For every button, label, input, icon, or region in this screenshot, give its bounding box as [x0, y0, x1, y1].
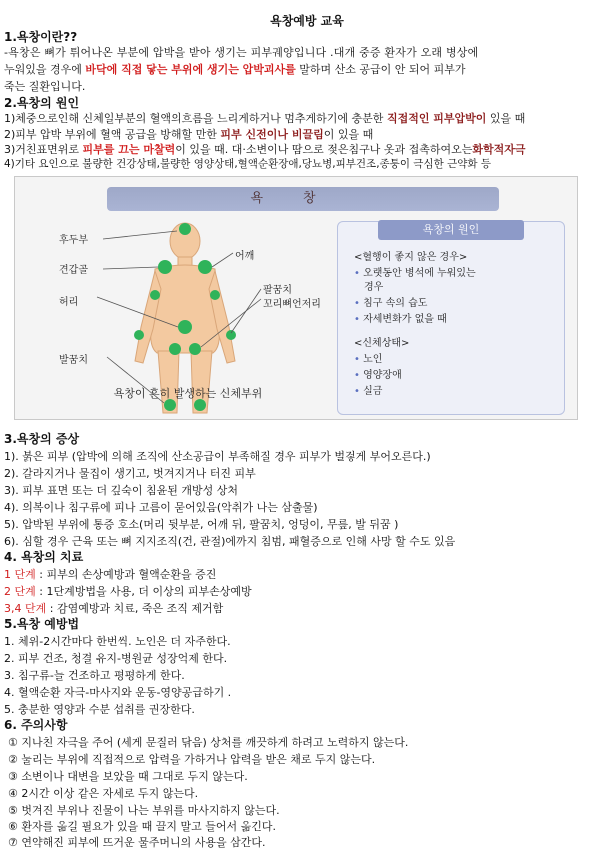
emphasis-text: 화학적자극 — [472, 143, 526, 156]
cause-item-4: 4)기타 요인으로 불량한 건강상태,불량한 영양상태,혈액순환장애,당뇨병,피부건조,종퉁이 극심한 근약화 등 — [4, 158, 491, 170]
marker-tailbone — [169, 343, 181, 355]
text-segment: 이 있을 때 — [323, 128, 374, 141]
causes-item — [354, 350, 382, 365]
label-elbow: 팔꿈치 — [263, 285, 292, 296]
caution-item: ③ 소변이나 대변을 보았을 때 그대로 두지 않는다. — [8, 770, 248, 783]
prevention-item: 3. 침구류-늘 건조하고 평평하게 한다. — [4, 669, 185, 682]
caution-item: ② 눌리는 부위에 직접적으로 압력을 가하거나 압력을 받은 채로 두지 않는다. — [8, 753, 376, 766]
marker-right-arm — [210, 290, 220, 300]
emphasis-text: 바닥에 직접 닿는 부위에 생기는 압박괴사를 — [85, 63, 296, 76]
causes-panel-title: 욕창의 원인 — [378, 220, 524, 240]
symptom-item: 2). 갈라지거나 물집이 생기고, 벗겨지거나 터진 피부 — [4, 467, 256, 480]
bullet-icon: • — [354, 354, 360, 365]
marker-waist — [178, 320, 192, 334]
figure-title: 욕창 — [107, 187, 499, 211]
document-title: 욕창예방 교육 — [270, 14, 344, 28]
text-segment: 2)피부 압박 부위에 혈액 공급을 방해할 만한 — [4, 128, 221, 141]
symptom-item: 6). 심할 경우 근육 또는 뼈 지지조직(건, 관절)에까지 침범, 패혈증으로 인해 사망 할 수도 있음 — [4, 535, 456, 548]
cause-item-3 — [4, 142, 608, 157]
leader-line — [103, 231, 177, 239]
symptom-item: 4). 의복이나 침구류에 피나 고름이 묻어있음(악취가 나는 삼출물) — [4, 501, 318, 514]
label-tailbone: 꼬리뼈언저리 — [263, 299, 321, 310]
causes-item-text: 영양장애 — [363, 370, 402, 381]
treatment-stage — [4, 567, 608, 582]
causes-item-text: 오랫동안 병석에 누워있는 — [363, 268, 476, 279]
causes-group-2-heading: <신체상태> — [354, 338, 410, 349]
stage-text: : 1단계방법을 사용, 더 이상의 피부손상예방 — [35, 585, 252, 598]
section-1-heading: 1.욕창이란?? — [4, 30, 78, 44]
marker-shoulder-blade — [158, 260, 172, 274]
label-occiput: 후두부 — [59, 235, 88, 246]
prevention-item: 1. 체위-2시간마다 한번씩. 노인은 더 자주한다. — [4, 635, 231, 648]
pressure-sore-figure — [14, 176, 578, 420]
label-heel: 발꿈치 — [59, 355, 88, 366]
causes-item-text: 침구 속의 습도 — [363, 298, 428, 309]
causes-item-cont: 경우 — [364, 282, 384, 293]
section-2-heading: 2.욕창의 원인 — [4, 96, 80, 110]
causes-item — [354, 310, 447, 325]
section-4-heading: 4. 욕창의 치료 — [4, 550, 84, 564]
marker-left-arm — [150, 290, 160, 300]
caution-item: ⑥ 환자를 옮길 필요가 있을 때 끌지 말고 들어서 옮긴다. — [8, 820, 276, 833]
causes-item — [354, 366, 402, 381]
text-segment: 3)거친표면위로 — [4, 143, 83, 156]
stage-text: : 감염예방과 치료, 죽은 조직 제거함 — [46, 602, 224, 615]
section-1-line-2 — [4, 62, 608, 77]
section-3-heading: 3.욕창의 증상 — [4, 432, 80, 446]
stage-label: 2 단계 — [4, 585, 36, 598]
causes-item — [354, 382, 382, 397]
leader-line — [212, 253, 233, 267]
prevention-item: 4. 혈액순환 자극-마사지와 운동-영양공급하기 . — [4, 686, 232, 699]
stage-label: 1 단계 — [4, 568, 36, 581]
symptom-item: 3). 피부 표면 또는 더 깊숙이 침윤된 개방성 상처 — [4, 484, 239, 497]
marker-right-elbow — [226, 330, 236, 340]
bullet-icon: • — [354, 268, 360, 279]
causes-item-text: 노인 — [363, 354, 383, 365]
torso-shape — [151, 265, 220, 353]
causes-item-text: 자세변화가 없을 때 — [363, 314, 447, 325]
stage-label: 3,4 단계 — [4, 602, 47, 615]
leader-line — [103, 267, 158, 269]
text-segment: 이 있을 때. 대·소변이나 땀으로 젖은침구나 옷과 접촉하여오는 — [175, 143, 473, 156]
section-6-heading: 6. 주의사항 — [4, 718, 68, 732]
label-shoulder-blade: 견갑골 — [59, 265, 88, 276]
treatment-stage — [4, 584, 608, 599]
label-shoulder: 어깨 — [235, 251, 255, 262]
marker-tailbone-2 — [189, 343, 201, 355]
emphasis-text: 피부를 끄는 마찰력 — [82, 143, 176, 156]
bullet-icon: • — [354, 314, 360, 325]
symptom-item: 1). 붉은 피부 (압박에 의해 조직에 산소공급이 부족해질 경우 피부가 벌겋게 부어오른다.) — [4, 450, 431, 463]
symptom-item: 5). 압박된 부위에 통증 호소(머리 뒷부분, 어깨 뒤, 팔꿈치, 엉덩이, 무릎, 발 뒤꿈 ) — [4, 518, 399, 531]
emphasis-text: 피부 신전이나 비끌림 — [220, 128, 324, 141]
caution-item: ④ 2시간 이상 같은 자세로 두지 않는다. — [8, 787, 199, 800]
marker-shoulder — [198, 260, 212, 274]
prevention-item: 2. 피부 건조, 청결 유지-병원균 성장억제 한다. — [4, 652, 228, 665]
emphasis-text: 직접적인 피부압박이 — [386, 112, 487, 125]
section-1-line-1: -욕창은 뼈가 튀어나온 부분에 압박을 받아 생기는 피부궤양입니다 .대개 중증 환자가 오래 병상에 — [4, 46, 479, 59]
section-5-heading: 5.욕창 예방법 — [4, 617, 80, 631]
causes-group-1-heading: <혈행이 좋지 않은 경우> — [354, 252, 468, 263]
label-waist: 허리 — [59, 297, 79, 308]
marker-occiput — [179, 223, 191, 235]
causes-item — [354, 264, 476, 279]
causes-item-text: 실금 — [363, 386, 383, 397]
caution-item: ① 지나친 자극을 주어 (세게 문질러 닦음) 상처를 깨끗하게 하려고 노력하지 않는다. — [8, 736, 409, 749]
causes-panel — [337, 221, 565, 415]
cause-item-1 — [4, 111, 608, 126]
bullet-icon: • — [354, 386, 360, 397]
treatment-stage — [4, 601, 608, 616]
caution-item: ⑤ 벗겨진 부위나 진물이 나는 부위를 마사지하지 않는다. — [8, 804, 280, 817]
caution-item: ⑦ 연약해진 피부에 뜨거운 물주머니의 사용을 삼간다. — [8, 836, 266, 849]
figure-caption: 욕창이 흔히 발생하는 신체부위 — [113, 387, 263, 400]
marker-left-elbow — [134, 330, 144, 340]
bullet-icon: • — [354, 370, 360, 381]
stage-text: : 피부의 손상예방과 혈액순환을 증진 — [35, 568, 217, 581]
text-segment: 있을 때 — [486, 112, 526, 125]
bullet-icon: • — [354, 298, 360, 309]
causes-item — [354, 294, 427, 309]
prevention-item: 5. 충분한 영양과 수분 섭취를 권장한다. — [4, 703, 195, 716]
section-1-line-3: 죽는 질환입니다. — [4, 80, 86, 93]
text-segment: 누워있을 경우에 — [4, 63, 86, 76]
text-segment: 1)체중으로인해 신체일부분의 혈액의흐름을 느리게하거나 멈추게하기에 충분한 — [4, 112, 387, 125]
text-segment: 말하며 산소 공급이 안 되어 피부가 — [295, 63, 466, 76]
cause-item-2 — [4, 127, 608, 142]
